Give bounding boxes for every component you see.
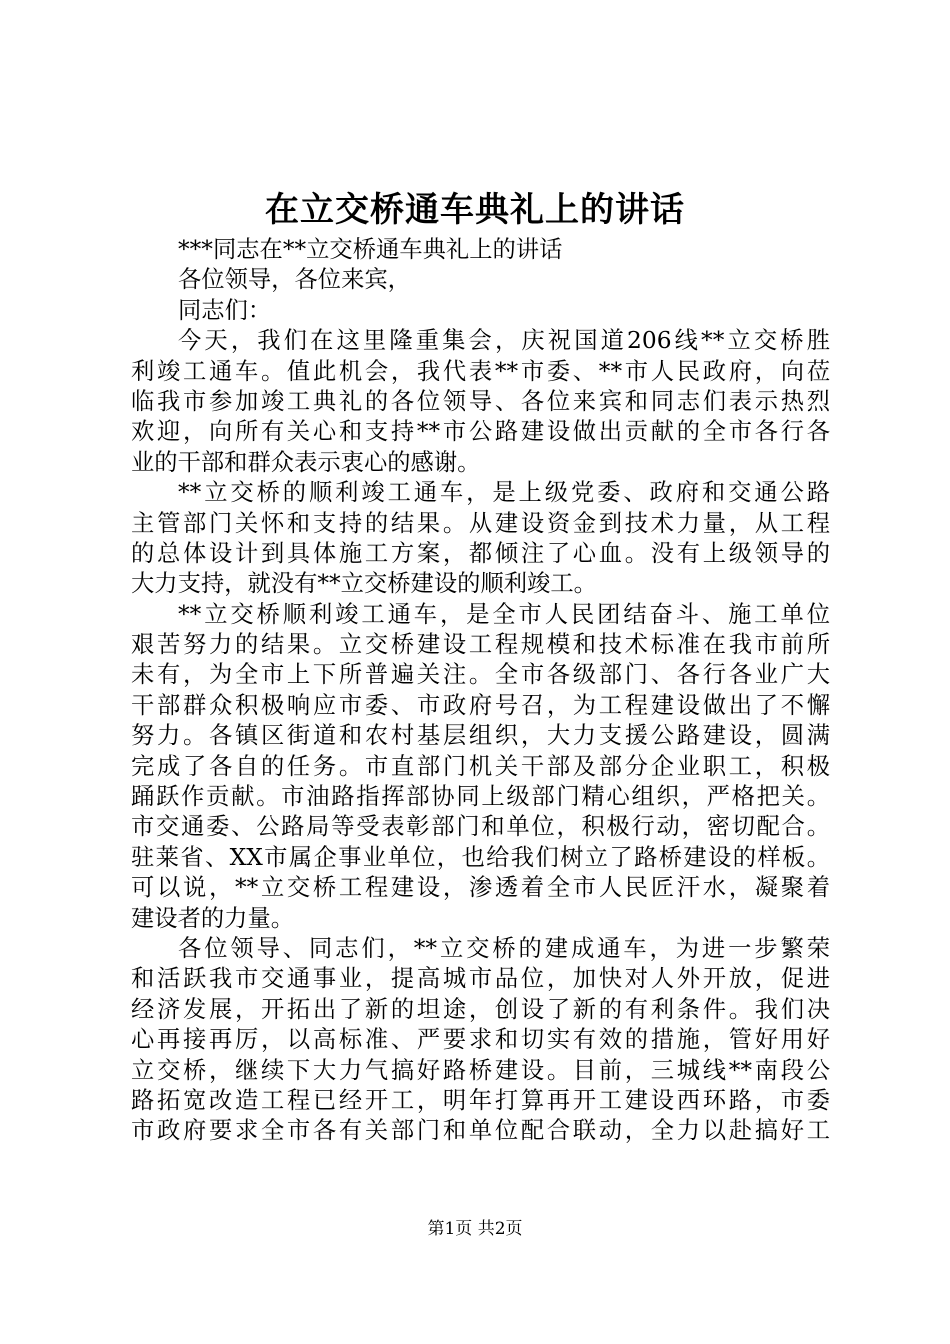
text-line: 各位领导，各位来宾， [178, 266, 411, 294]
text-line: 利竣工通车。值此机会，我代表**市委、**市人民政府，向莅 [131, 357, 830, 385]
text-line: 主管部门关怀和支持的结果。从建设资金到技术力量，从工程 [131, 509, 830, 537]
text-line: 临我市参加竣工典礼的各位领导、各位来宾和同志们表示热烈 [131, 387, 830, 415]
text-line: 心再接再厉，以高标准、严要求和切实有效的措施，管好用好 [131, 1026, 830, 1054]
text-line: 今天，我们在这里隆重集会，庆祝国道206线**立交桥胜 [178, 327, 830, 355]
text-line: 业的干部和群众表示衷心的感谢。 [131, 448, 481, 476]
text-line: 未有，为全市上下所普遍关注。全市各级部门、各行各业广大 [131, 661, 830, 689]
text-line: 建设者的力量。 [131, 904, 295, 932]
text-line: 可以说，**立交桥工程建设，渗透着全市人民匠汗水，凝聚着 [131, 874, 830, 902]
text-line: 驻莱省、XX市属企事业单位，也给我们树立了路桥建设的样板。 [131, 843, 830, 871]
text-line: 欢迎，向所有关心和支持**市公路建设做出贡献的全市各行各 [131, 418, 830, 446]
text-line: 努力。各镇区街道和农村基层组织，大力支援公路建设，圆满 [131, 722, 830, 750]
text-line: **立交桥的顺利竣工通车，是上级党委、政府和交通公路 [178, 479, 830, 507]
text-line: 艰苦努力的结果。立交桥建设工程规模和技术标准在我市前所 [131, 631, 830, 659]
text-line: 路拓宽改造工程已经开工，明年打算再开工建设西环路，市委 [131, 1086, 830, 1114]
text-line: ***同志在**立交桥通车典礼上的讲话 [178, 236, 563, 263]
text-line: 干部群众积极响应市委、市政府号召，为工程建设做出了不懈 [131, 691, 830, 719]
document-title: 在立交桥通车典礼上的讲话 [265, 190, 685, 230]
text-line: 经济发展，开拓出了新的坦途，创设了新的有利条件。我们决 [131, 995, 830, 1023]
text-line: **立交桥顺利竣工通车，是全市人民团结奋斗、施工单位 [178, 600, 830, 628]
text-line: 完成了各自的任务。市直部门机关干部及部分企业职工，积极 [131, 752, 830, 780]
text-line: 立交桥，继续下大力气搞好路桥建设。目前，三城线**南段公 [131, 1056, 830, 1084]
text-line: 的总体设计到具体施工方案，都倾注了心血。没有上级领导的 [131, 539, 830, 567]
text-line: 同志们： [178, 296, 272, 324]
document-body [131, 235, 830, 1147]
text-line: 各位领导、同志们，**立交桥的建成通车，为进一步繁荣 [178, 934, 830, 962]
text-line: 踊跃作贡献。市油路指挥部协同上级部门精心组织，严格把关。 [131, 783, 830, 811]
text-line: 市政府要求全市各有关部门和单位配合联动，全力以赴搞好工 [131, 1117, 830, 1145]
text-line: 大力支持，就没有**立交桥建设的顺利竣工。 [131, 570, 597, 598]
page-footer: 第1页 共2页 [427, 1219, 523, 1239]
text-line: 和活跃我市交通事业，提高城市品位，加快对人外开放，促进 [131, 965, 830, 993]
text-line: 市交通委、公路局等受表彰部门和单位，积极行动，密切配合。 [131, 813, 830, 841]
